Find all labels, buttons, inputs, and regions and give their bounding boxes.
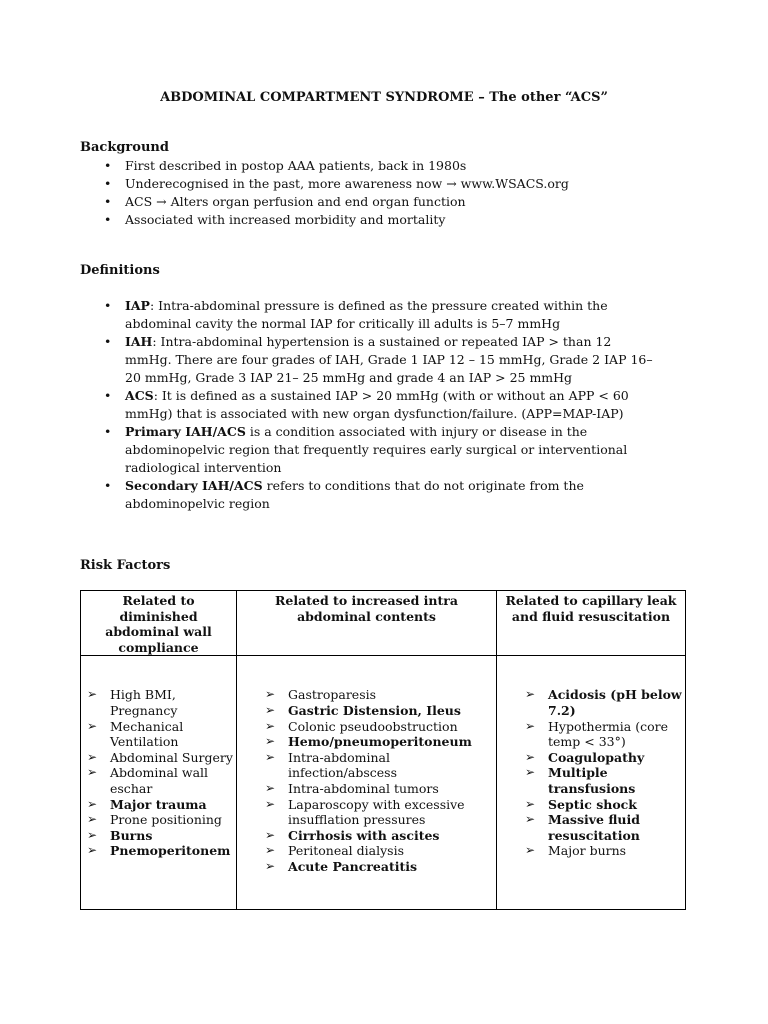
definitions-heading: Definitions <box>80 263 160 278</box>
risk-factor-item: ➢ Septic shock <box>519 797 685 813</box>
definition-term: ACS <box>125 388 154 403</box>
risk-factor-item: ➢ Pnemoperitonem <box>81 843 236 859</box>
risk-column-compliance <box>81 656 237 910</box>
definition-item <box>80 423 655 477</box>
risk-factor-item: ➢ Massive fluid resuscitation <box>519 812 685 843</box>
definitions-list <box>80 297 655 513</box>
risk-factor-item: ➢ Burns <box>81 828 236 844</box>
risk-factor-item: ➢ Multiple transfusions <box>519 765 685 796</box>
column-header: Related to capillary leak and fluid resuscitation <box>497 591 686 656</box>
risk-factor-item: ➢ Cirrhosis with ascites <box>259 828 496 844</box>
risk-factor-item: ➢ Abdominal wall eschar <box>81 765 236 796</box>
table-row <box>81 656 686 910</box>
risk-factor-item: ➢ Abdominal Surgery <box>81 750 236 766</box>
risk-factor-item: ➢ Laparoscopy with excessive insufflation pressures <box>259 797 496 828</box>
definition-text: : Intra-abdominal hypertension is a sustained or repeated IAP > than 12 mmHg. There are four grades of IAH, Grade 1 IAP 12 – 15 mmHg, Grade 2 IAP 16–20 mmHg, Grade 3 IAP 21– 25 mmHg and grade 4 an IAP > 25 mmHg <box>125 334 653 385</box>
definition-term: Primary IAH/ACS <box>125 424 246 439</box>
definition-text: is a condition associated with injury or disease in the abdominopelvic region that frequently requires early surgical or interventional radiological intervention <box>125 424 628 475</box>
risk-factor-item: ➢ Coagulopathy <box>519 750 685 766</box>
risk-factor-item: ➢ Mechanical Ventilation <box>81 719 236 750</box>
risk-factor-item: ➢ High BMI, Pregnancy <box>81 687 236 718</box>
list-item: • First described in postop AAA patients, back in 1980s <box>80 157 569 175</box>
risk-factor-item: ➢ Colonic pseudoobstruction <box>259 719 496 735</box>
risk-factor-item: ➢ Peritoneal dialysis <box>259 843 496 859</box>
document-title: ABDOMINAL COMPARTMENT SYNDROME – The other “ACS” <box>160 90 608 105</box>
risk-factor-item: ➢ Acute Pancreatitis <box>259 859 496 875</box>
definition-term: Secondary IAH/ACS <box>125 478 263 493</box>
definition-item <box>80 297 655 333</box>
risk-factor-item: ➢ Intra-abdominal infection/abscess <box>259 750 496 781</box>
definition-text: refers to conditions that do not originate from the abdominopelvic region <box>125 478 584 511</box>
background-heading: Background <box>80 140 169 155</box>
background-list <box>80 157 569 229</box>
definition-text: : Intra-abdominal pressure is defined as the pressure created within the abdominal cavity the normal IAP for critically ill adults is 5–7 mmHg <box>125 298 608 331</box>
risk-factor-item: ➢ Major trauma <box>81 797 236 813</box>
risk-factor-item: ➢ Intra-abdominal tumors <box>259 781 496 797</box>
risk-column-contents <box>237 656 497 910</box>
list-item: • Associated with increased morbidity and mortality <box>80 211 569 229</box>
risk-factor-item: ➢ Acidosis (pH below 7.2) <box>519 687 685 718</box>
list-item: • ACS → Alters organ perfusion and end organ function <box>80 193 569 211</box>
risk-factor-item: ➢ Gastroparesis <box>259 687 496 703</box>
risk-factor-item: ➢ Hemo/pneumoperitoneum <box>259 734 496 750</box>
definition-item <box>80 387 655 423</box>
risk-factor-item: ➢ Prone positioning <box>81 812 236 828</box>
definition-item <box>80 477 655 513</box>
risk-column-capillary-leak <box>497 656 686 910</box>
risk-factors-heading: Risk Factors <box>80 558 171 573</box>
table-header-row <box>81 591 686 656</box>
definition-item <box>80 333 655 387</box>
risk-factor-item: ➢ Major burns <box>519 843 685 859</box>
risk-factor-item: ➢ Gastric Distension, Ileus <box>259 703 496 719</box>
risk-factors-table <box>80 590 686 910</box>
column-header: Related to diminished abdominal wall compliance <box>81 591 237 656</box>
risk-factor-item: ➢ Hypothermia (core temp < 33°) <box>519 719 685 750</box>
definition-term: IAP <box>125 298 150 313</box>
column-header: Related to increased intra abdominal contents <box>237 591 497 656</box>
definition-text: : It is defined as a sustained IAP > 20 mmHg (with or without an APP < 60 mmHg) that is associated with new organ dysfunction/failure. (APP=MAP-IAP) <box>125 388 629 421</box>
definition-term: IAH <box>125 334 153 349</box>
list-item: • Underecognised in the past, more awareness now → www.WSACS.org <box>80 175 569 193</box>
